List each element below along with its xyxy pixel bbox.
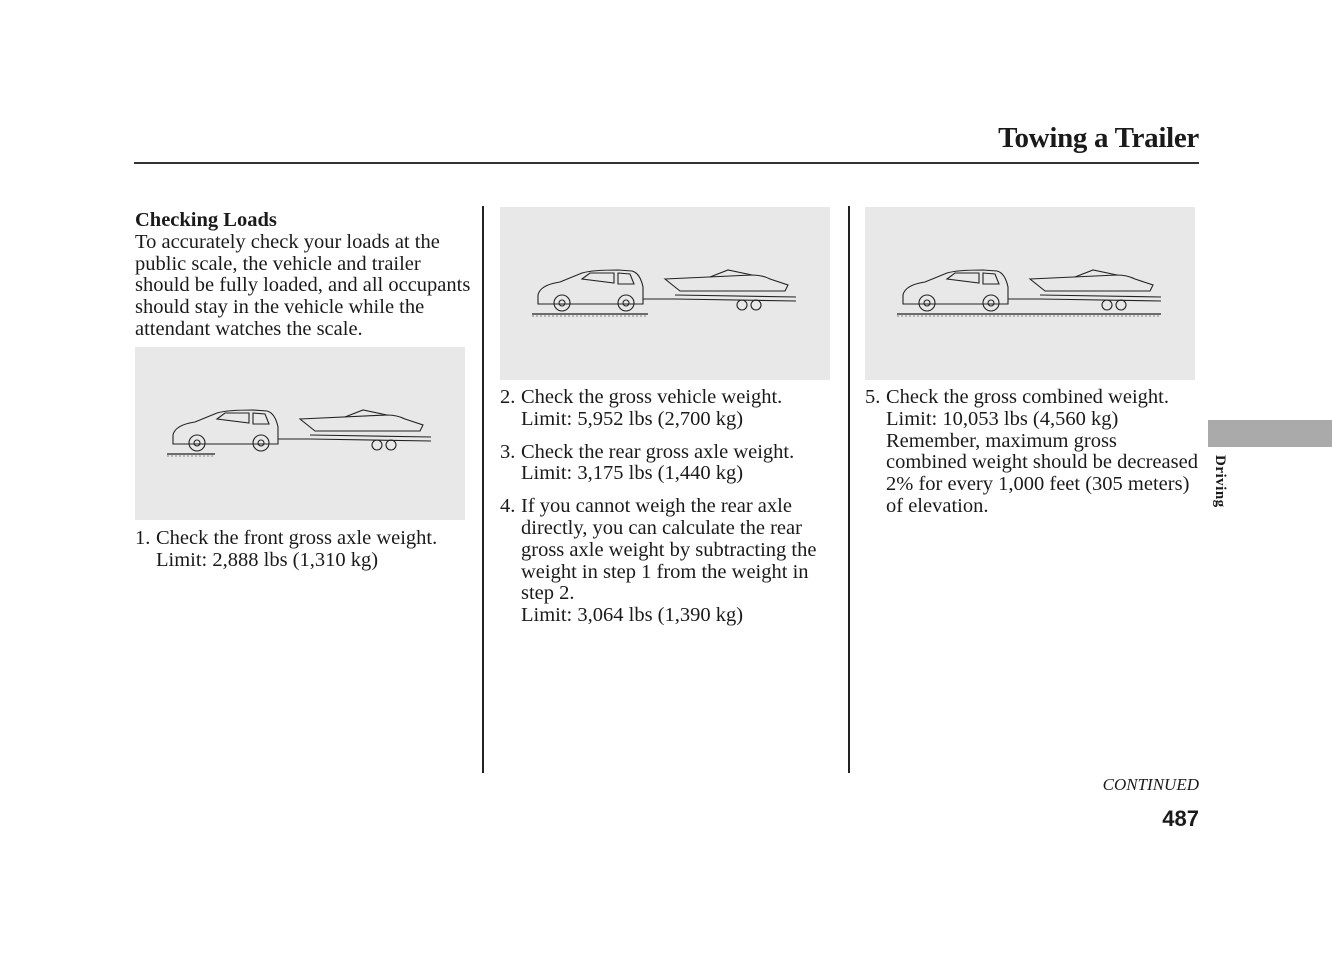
step-number: 3. [500, 440, 516, 463]
column-divider [482, 206, 484, 773]
step-limit: Limit: 2,888 lbs (1,310 kg) [156, 548, 379, 571]
column-divider [848, 206, 850, 773]
car-boat-trailer-illustration-1 [135, 347, 465, 520]
column-2 [500, 207, 835, 627]
page-number: 487 [1162, 806, 1199, 831]
step-limit: Limit: 3,175 lbs (1,440 kg) [521, 462, 744, 485]
step-number: 1. [135, 526, 151, 549]
step-limit: Limit: 3,064 lbs (1,390 kg) [521, 604, 744, 627]
header-rule [134, 162, 1199, 164]
step-item [500, 387, 835, 431]
section-label: Driving [1212, 455, 1228, 508]
step-item [135, 528, 475, 572]
section-tab [1208, 420, 1332, 447]
step-number: 5. [865, 386, 881, 408]
step-text: Check the gross vehicle weight. [521, 386, 783, 408]
page-title: Towing a Trailer [998, 122, 1199, 154]
step-text: Check the gross combined weight. [886, 386, 1169, 408]
intro-paragraph: To accurately check your loads at the public scale, the vehicle and trailer should be fully loaded, and all occupants should stay in the vehicle while the attendant watches the scale. [135, 230, 471, 340]
step-number: 2. [500, 386, 516, 408]
step-item [865, 387, 1200, 518]
column-3 [865, 207, 1200, 518]
continued-label: CONTINUED [1102, 775, 1199, 794]
step-text: Check the rear gross axle weight. [521, 440, 795, 463]
illustration-gross-combined [865, 207, 1195, 380]
step-text: Check the front gross axle weight. [156, 526, 438, 549]
car-boat-trailer-illustration-2 [500, 207, 830, 380]
step-number: 4. [500, 495, 516, 518]
illustration-gross-vehicle [500, 207, 830, 380]
step-limit: Limit: 10,053 lbs (4,560 kg) [886, 407, 1119, 430]
step-item [500, 496, 835, 627]
step-text: If you cannot weigh the rear axle directly, you can calculate the rear gross axle weight by subtracting the weight in step 1 from the weight in step 2. [521, 495, 817, 605]
column-1 [135, 210, 475, 571]
section-heading: Checking Loads [135, 209, 277, 231]
car-boat-trailer-illustration-3 [865, 207, 1195, 380]
illustration-front-axle [135, 347, 465, 520]
step-limit: Limit: 5,952 lbs (2,700 kg) [521, 407, 744, 430]
step-note: Remember, maximum gross combined weight should be decreased 2% for every 1,000 feet (305 meters) of elevation. [886, 429, 1198, 517]
step-item [500, 442, 835, 486]
